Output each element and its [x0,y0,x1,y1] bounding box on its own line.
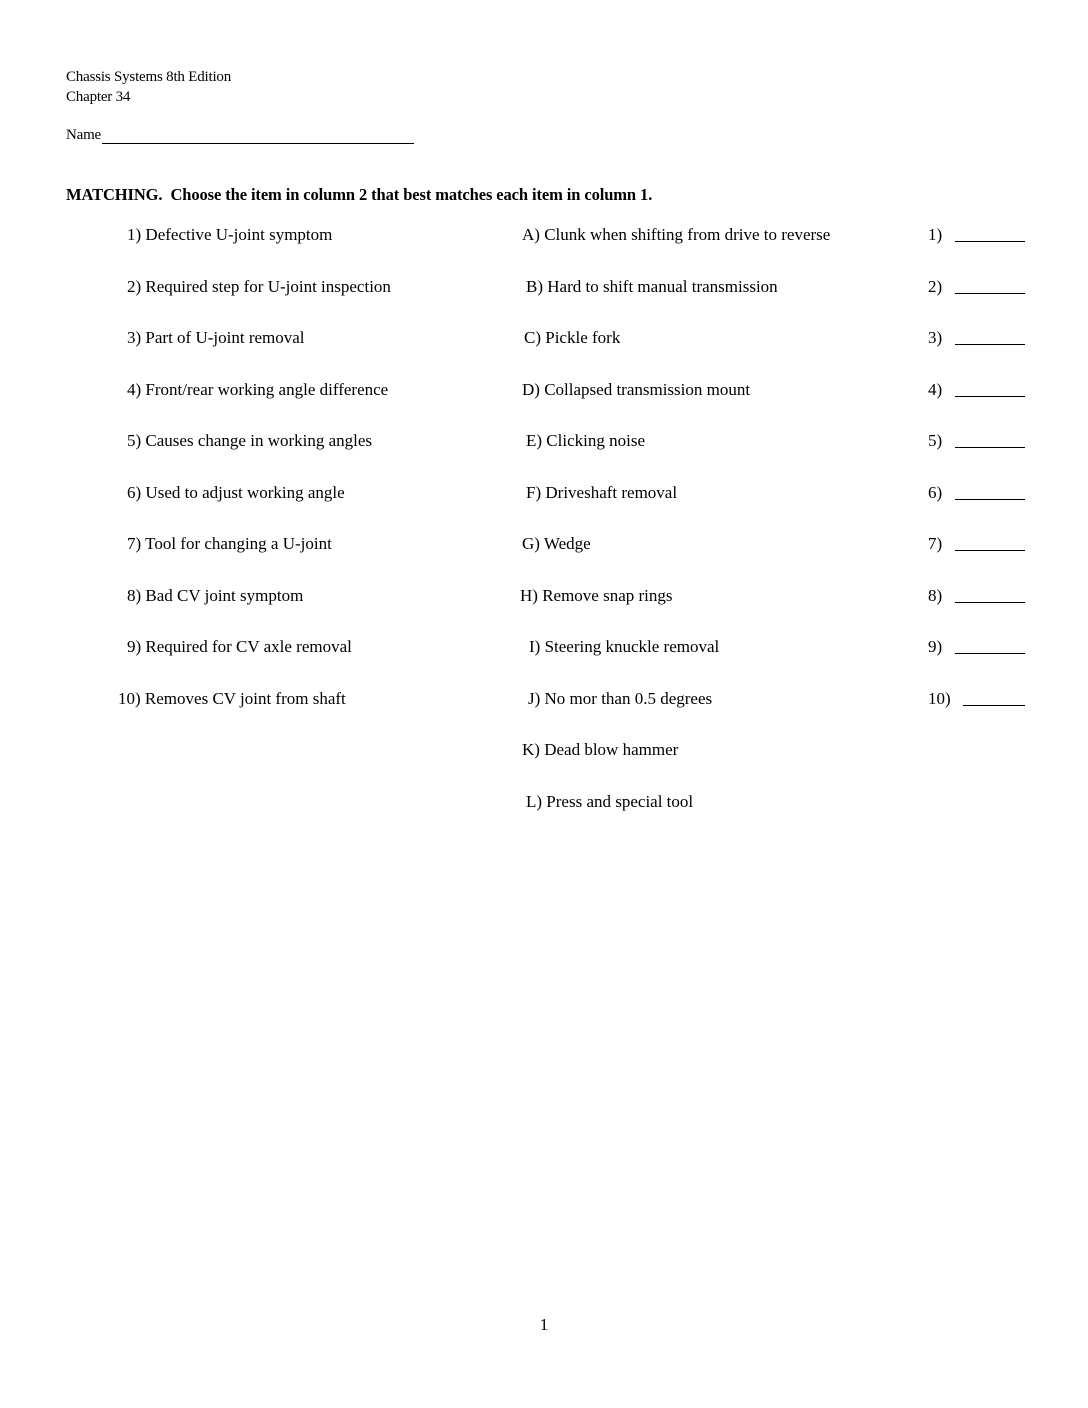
name-blank[interactable] [102,129,414,144]
answer-number: 7) [928,534,943,553]
column2-item [522,224,830,246]
column2-item [526,430,645,452]
column2-item [522,533,591,555]
course-title: Chassis Systems 8th Edition [66,69,232,85]
column2-item-text: Driveshaft removal [545,482,678,502]
column2-item [526,791,693,813]
column2-item-letter: A) [522,225,540,244]
match-row [0,533,1088,559]
column2-item [526,276,778,298]
column2-item-letter: F) [526,482,542,502]
match-row [0,430,1088,456]
column2-item-text: Clunk when shifting from drive to reverse [544,225,831,244]
answer-blank[interactable] [955,293,1025,294]
column1-item-number: 6) [127,482,142,502]
answer-blank[interactable] [955,653,1025,654]
match-row [0,585,1088,611]
match-row [0,739,1088,765]
column1-item-text: Bad CV joint symptom [145,585,304,605]
answer-number: 1) [928,225,943,244]
column1-item-number: 7) [127,534,142,553]
answer-number: 10) [928,688,951,708]
match-row [0,636,1088,662]
column2-item-text: Remove snap rings [542,585,673,605]
answer-number: 8) [928,585,943,605]
answer-blank[interactable] [955,550,1025,551]
column1-item [118,688,346,710]
column2-item-text: Hard to shift manual transmission [547,276,778,296]
answer-number: 6) [928,482,943,502]
name-row [66,126,414,144]
column1-item [127,327,305,349]
column1-item [127,276,391,298]
column2-item [522,739,678,761]
column1-item-number: 2) [127,276,142,296]
instructions-heading: MATCHING. Choose the item in column 2 that best matches each item in column 1. [66,185,653,204]
column2-item-letter: G) [522,534,540,553]
answer-number: 2) [928,276,943,296]
column2-item-text: Wedge [543,534,591,553]
answer-blank[interactable] [955,344,1025,345]
column2-item [520,585,673,607]
column1-item-text: Front/rear working angle difference [145,379,389,399]
column1-item [127,482,345,504]
answer-number: 3) [928,328,943,347]
column2-item-letter: I) [529,637,541,656]
column2-item-text: Collapsed transmission mount [544,379,751,399]
column1-item [127,533,332,555]
page-number: 1 [539,1315,549,1334]
column2-item [529,636,719,658]
answer-blank[interactable] [963,705,1025,706]
match-row [0,379,1088,405]
answer-number: 5) [928,431,943,450]
column1-item-text: Defective U-joint symptom [145,225,333,244]
column2-item-letter: L) [526,791,543,811]
column1-item-number: 5) [127,431,142,450]
column2-item-text: Pickle fork [545,328,621,347]
column1-item-number: 3) [127,328,142,347]
column2-item [524,327,620,349]
column1-item-text: Required step for U-joint inspection [145,276,391,296]
column2-item-letter: K) [522,740,540,759]
answer-blank[interactable] [955,447,1025,448]
column1-item [127,636,352,658]
match-row [0,224,1088,250]
answer-number: 4) [928,379,943,399]
column1-item-text: Required for CV axle removal [145,637,352,656]
column2-item [528,688,712,710]
column1-item-number: 1) [127,225,142,244]
column1-item-number: 8) [127,585,142,605]
column1-item [127,430,372,452]
match-row [0,482,1088,508]
column1-item-text: Part of U-joint removal [145,328,305,347]
match-row [0,791,1088,817]
column1-item-text: Causes change in working angles [145,431,373,450]
column1-item-text: Tool for changing a U-joint [145,534,332,553]
column2-item [522,379,750,401]
answer-number: 9) [928,637,943,656]
column2-item [526,482,677,504]
answer-blank[interactable] [955,396,1025,397]
column1-item [127,379,388,401]
name-label: Name [66,127,102,143]
column1-item [127,224,332,246]
column2-item-text: Clicking noise [546,431,645,450]
chapter-label: Chapter 34 [66,89,131,105]
column2-item-text: Press and special tool [546,791,694,811]
column2-item-text: No mor than 0.5 degrees [544,688,713,708]
column2-item-text: Dead blow hammer [544,740,679,759]
column1-item-number: 10) [118,688,141,708]
column2-item-letter: D) [522,379,540,399]
column1-item-text: Removes CV joint from shaft [144,688,346,708]
answer-blank[interactable] [955,241,1025,242]
column2-item-letter: E) [526,431,543,450]
column1-item-number: 9) [127,637,142,656]
answer-blank[interactable] [955,499,1025,500]
column2-item-letter: B) [526,276,543,296]
column1-item [127,585,303,607]
column2-item-text: Steering knuckle removal [544,637,720,656]
column1-item-text: Used to adjust working angle [145,482,345,502]
match-row [0,688,1088,714]
match-row [0,276,1088,302]
answer-blank[interactable] [955,602,1025,603]
column2-item-letter: H) [520,585,538,605]
column2-item-letter: J) [528,688,541,708]
match-row [0,327,1088,353]
column2-item-letter: C) [524,328,541,347]
column1-item-number: 4) [127,379,142,399]
